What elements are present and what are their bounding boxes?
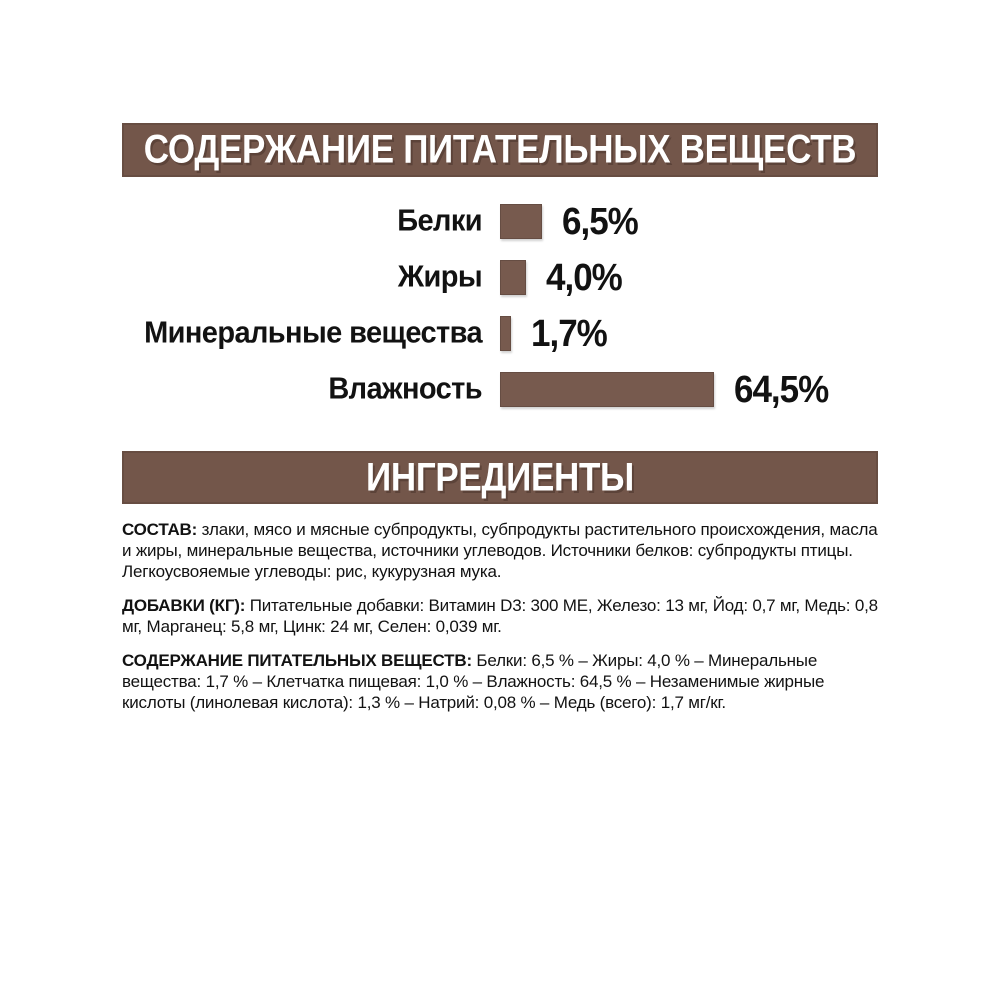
additives-paragraph [122, 595, 878, 637]
ingredients-header-title: ИНГРЕДИЕНТЫ [365, 454, 635, 500]
chart-value-label: 6,5% [562, 199, 638, 243]
paragraph-text: Белки: 6,5 % – Жиры: 4,0 % – Минеральные вещества: 1,7 % – Клетчатка пищевая: 1,0 % – Влажность: 64,5 % – Незаменимые жирные кислоты (линолевая кислота): 1,3 % – Натрий: 0,08 % – Медь (всего): 1,7 мг/кг. [122, 651, 825, 712]
paragraph-lead: СОДЕРЖАНИЕ ПИТАТЕЛЬНЫХ ВЕЩЕСТВ: [122, 651, 472, 670]
chart-row [122, 199, 878, 243]
chart-bar [500, 372, 714, 407]
chart-value-label: 4,0% [546, 255, 622, 299]
chart-value-label: 64,5% [734, 367, 829, 411]
paragraph-text: злаки, мясо и мясные субпродукты, субпродукты растительного происхождения, масла и жиры, минеральные вещества, источники углеводов. Источники белков: субпродукты птицы. Легкоусвояемые углеводы: рис, кукурузная мука. [122, 520, 878, 581]
nutrient-chart [122, 199, 878, 428]
chart-bar [500, 260, 526, 295]
chart-bar [500, 204, 542, 239]
composition-paragraph [122, 519, 878, 582]
nutrients-header-title: СОДЕРЖАНИЕ ПИТАТЕЛЬНЫХ ВЕЩЕСТВ [143, 127, 857, 172]
analysis-paragraph [122, 650, 878, 713]
nutrients-header-band [122, 123, 878, 177]
chart-row [122, 255, 878, 299]
paragraph-text: Питательные добавки: Витамин D3: 300 МЕ, Железо: 13 мг, Йод: 0,7 мг, Медь: 0,8 мг, Марганец: 5,8 мг, Цинк: 24 мг, Селен: 0,039 мг. [122, 596, 878, 636]
ingredients-text-block [122, 519, 878, 726]
chart-row [122, 367, 878, 411]
chart-row [122, 311, 878, 355]
chart-category-label: Жиры [397, 260, 482, 294]
chart-bar [500, 316, 511, 351]
chart-category-label: Белки [397, 204, 482, 238]
chart-category-label: Минеральные вещества [144, 316, 482, 350]
paragraph-lead: СОСТАВ: [122, 520, 198, 539]
chart-category-label: Влажность [328, 372, 482, 406]
paragraph-lead: ДОБАВКИ (КГ): [122, 596, 246, 615]
ingredients-header-band [122, 451, 878, 504]
chart-value-label: 1,7% [531, 311, 607, 355]
